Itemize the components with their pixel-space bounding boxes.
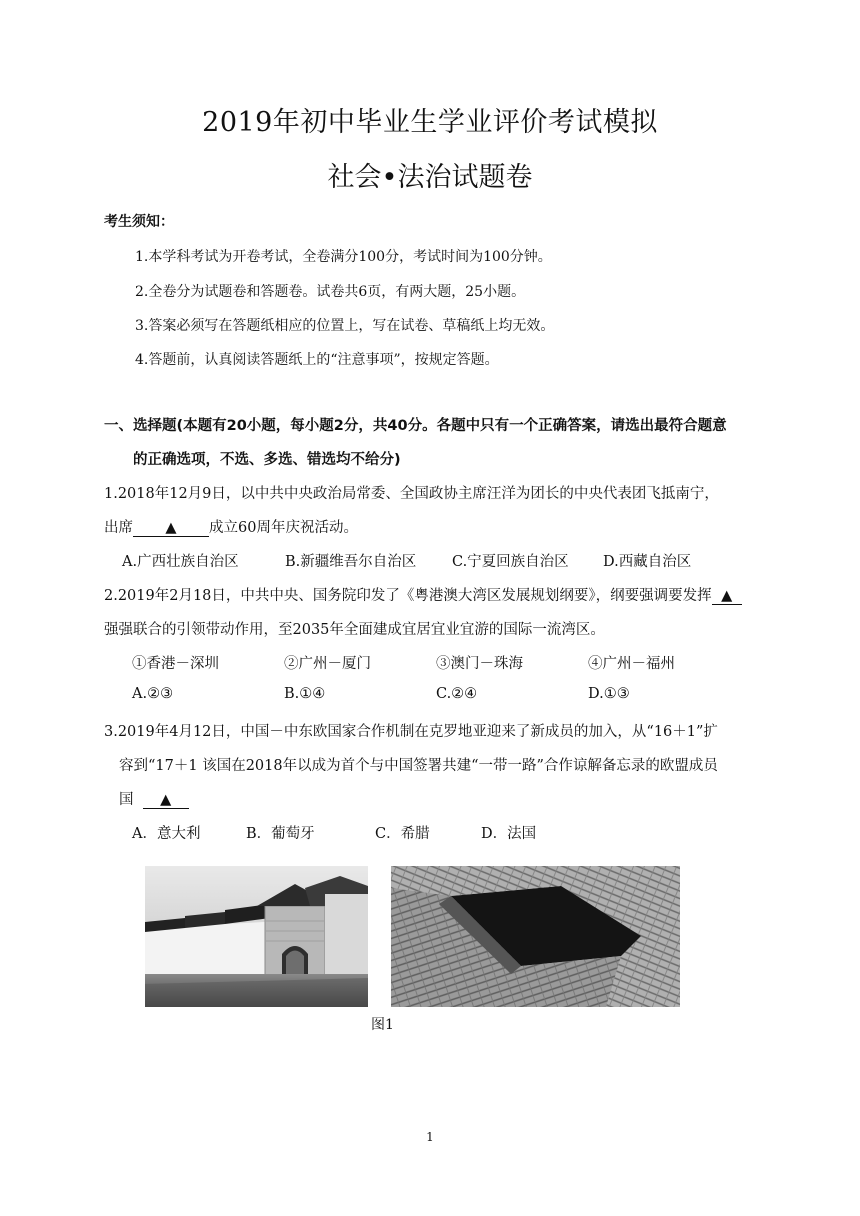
q1-option-c: C.宁夏回族自治区 [452, 554, 569, 570]
figure1-building-photo [145, 866, 368, 1007]
q1-answer-blank: ▲ [133, 520, 209, 537]
q3-line2: 容到“17＋1 该国在2018年以成为首个与中国签署共建“一带一路”合作谅解备忘录的欧盟成员 [119, 758, 718, 774]
q2-option-a: A.②③ [132, 686, 174, 702]
q3-option-d: D．法国 [481, 826, 537, 842]
figure1-roof-photo [391, 866, 680, 1007]
notice-item-1: 1.本学科考试为开卷考试，全卷满分100分，考试时间为100分钟。 [135, 249, 552, 265]
q1-line1: 1.2018年12月9日，以中共中央政治局常委、全国政协主席汪洋为团长的中央代表团飞抵南宁， [104, 486, 719, 502]
q3-answer-blank: ▲ [143, 792, 189, 809]
q1-option-b: B.新疆维吾尔自治区 [285, 554, 417, 570]
q3-option-c: C．希腊 [375, 826, 430, 842]
exam-subtitle: 社会•法治试题卷 [327, 162, 533, 193]
q1-line2-end: 成立60周年庆祝活动。 [209, 520, 358, 536]
q1-option-d: D.西藏自治区 [603, 554, 692, 570]
q2-line2: 强强联合的引领带动作用，至2035年全面建成宜居宜业宜游的国际一流湾区。 [104, 622, 605, 638]
q2-option-b: B.①④ [284, 686, 326, 702]
q2-item-2: ②广州－厦门 [284, 656, 371, 672]
q3-line3 [119, 788, 189, 809]
q1-line2-start: 出席 [104, 520, 133, 536]
q2-option-d: D.①③ [588, 686, 630, 702]
section-heading-line2: 的正确选项，不选、多选、错选均不给分) [133, 452, 401, 468]
q2-line1-text: 2.2019年2月18日，中共中央、国务院印发了《粤港澳大湾区发展规划纲要》，纲要强调要发挥 [104, 588, 712, 604]
page-number: 1 [426, 1130, 434, 1144]
q1-line2 [104, 516, 358, 537]
q1-option-a: A.广西壮族自治区 [122, 554, 239, 570]
notice-heading: 考生须知： [104, 214, 174, 230]
q3-option-b: B．葡萄牙 [246, 826, 315, 842]
exam-title: 2019年初中毕业生学业评价考试模拟 [202, 107, 658, 138]
notice-item-3: 3.答案必须写在答题纸相应的位置上，写在试卷、草稿纸上均无效。 [135, 318, 555, 334]
q2-item-3: ③澳门－珠海 [436, 656, 523, 672]
section-heading-line1: 一、选择题(本题有20小题，每小题2分，共40分。各题中只有一个正确答案，请选出最符合题意 [104, 418, 727, 434]
q3-line1: 3.2019年4月12日，中国－中东欧国家合作机制在克罗地亚迎来了新成员的加入，从“16＋1”扩 [104, 724, 718, 740]
q2-option-c: C.②④ [436, 686, 478, 702]
notice-item-2: 2.全卷分为试题卷和答题卷。试卷共6页，有两大题，25小题。 [135, 284, 526, 300]
q3-option-a: A．意大利 [132, 826, 201, 842]
q2-item-4: ④广州－福州 [588, 656, 675, 672]
q2-line1 [104, 584, 742, 605]
figure-caption: 图1 [371, 1017, 394, 1033]
q3-line3-text: 国 [119, 792, 134, 808]
q2-item-1: ①香港－深圳 [132, 656, 219, 672]
notice-item-4: 4.答题前，认真阅读答题纸上的“注意事项”，按规定答题。 [135, 352, 499, 368]
q2-answer-blank: ▲ [712, 588, 742, 605]
